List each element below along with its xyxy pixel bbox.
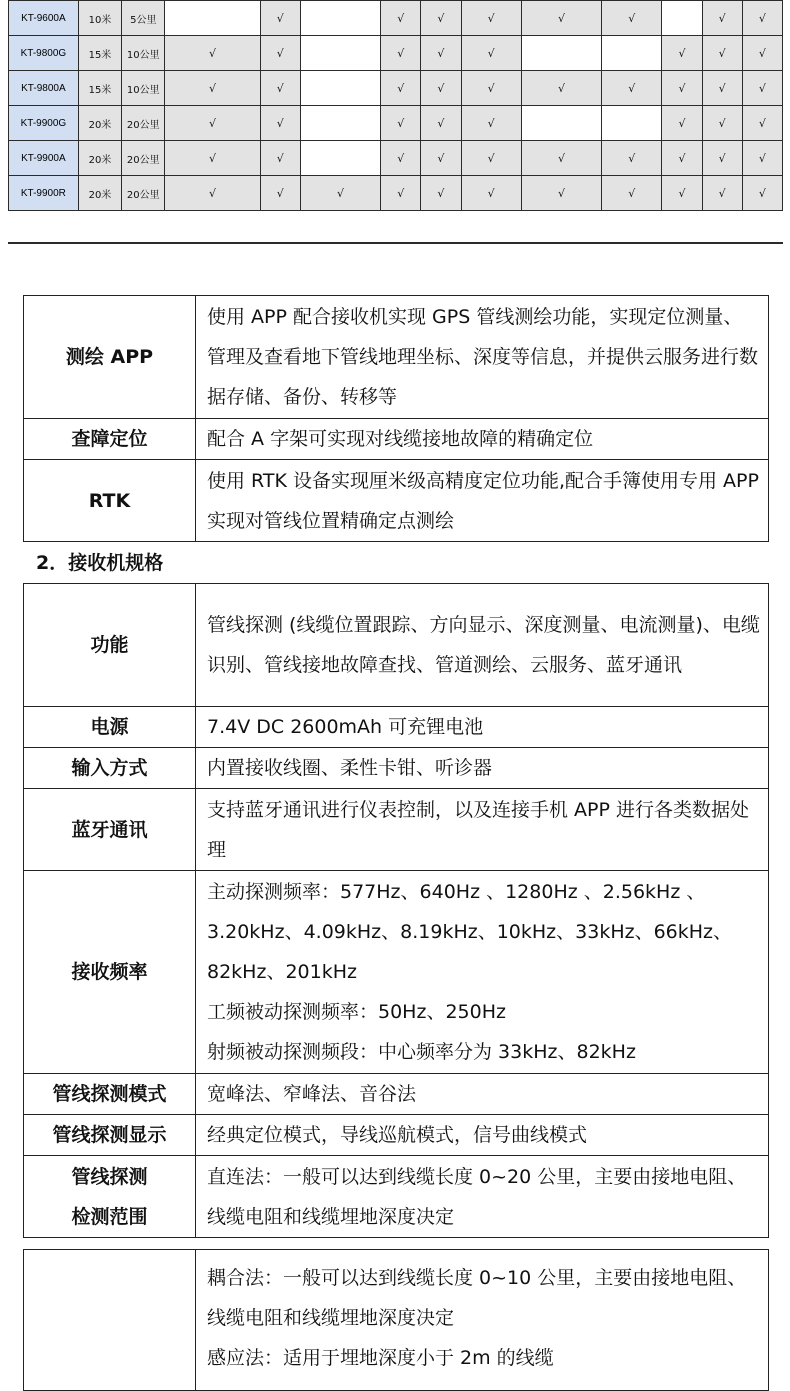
feature-check-cell [521,36,601,71]
spec-key-frequency: 接收频率 [24,871,196,1074]
range-key-line2: 检测范围 [71,1205,148,1228]
feature-check-cell: √ [461,106,521,141]
feature-check-cell: √ [421,71,461,106]
feature-check-cell: √ [165,36,260,71]
table-row [24,1115,769,1156]
table-row [24,460,769,542]
feature-check-cell: √ [381,106,421,141]
spec-value-power: 7.4V DC 2600mAh 可充锂电池 [196,707,769,748]
feature-key-mapping-app: 测绘 APP [24,296,196,419]
spec-value-frequency [196,871,769,1074]
feature-check-cell: √ [662,36,702,71]
model-depth-range: 15米 [78,36,121,71]
feature-check-cell: √ [742,36,782,71]
feature-check-cell: √ [165,71,260,106]
model-name: KT-9900G [9,106,79,141]
range-coupling: 耦合法：一般可以达到线缆长度 0~10 公里，主要由接地电阻、线缆电阻和线缆埋地深度决定 [207,1267,747,1329]
feature-check-cell: √ [702,1,742,36]
table-row [24,296,769,419]
model-depth-range: 15米 [78,71,121,106]
model-name: KT-9900R [9,176,79,211]
feature-check-cell: √ [742,176,782,211]
model-comparison-table [8,0,783,211]
spec-value-detection-mode: 宽峰法、窄峰法、音谷法 [196,1074,769,1115]
feature-check-cell: √ [662,71,702,106]
feature-check-cell: √ [602,1,662,36]
model-depth-range: 20米 [78,176,121,211]
model-name: KT-9600A [9,1,79,36]
table-row [24,707,769,748]
model-distance: 20公里 [122,106,165,141]
feature-check-cell [602,106,662,141]
feature-check-cell: √ [381,176,421,211]
feature-check-cell: √ [702,176,742,211]
spec-value-input: 内置接收线圈、柔性卡钳、听诊器 [196,748,769,789]
model-depth-range: 20米 [78,106,121,141]
table-row [9,176,783,211]
model-distance: 10公里 [122,36,165,71]
table-row [24,419,769,460]
feature-check-cell: √ [260,176,300,211]
section-heading: 2．接收机规格 [36,552,164,574]
spec-key-power: 电源 [24,707,196,748]
feature-key-rtk: RTK [24,460,196,542]
feature-check-cell: √ [300,176,380,211]
model-name: KT-9800G [9,36,79,71]
feature-check-cell: √ [702,36,742,71]
feature-check-cell: √ [702,106,742,141]
features-table [23,295,769,542]
feature-check-cell [300,106,380,141]
feature-check-cell: √ [702,141,742,176]
feature-check-cell [165,1,260,36]
freq-passive: 工频被动探测频率：50Hz、250Hz [207,1001,506,1023]
feature-check-cell [300,1,380,36]
table-row [24,748,769,789]
feature-check-cell: √ [521,176,601,211]
spec-value-range-direct: 直连法：一般可以达到线缆长度 0~20 公里，主要由接地电阻、线缆电阻和线缆埋地深度决定 [196,1156,769,1238]
table-row [24,1250,769,1391]
feature-check-cell: √ [461,1,521,36]
feature-check-cell: √ [260,71,300,106]
feature-check-cell [521,106,601,141]
feature-check-cell: √ [662,141,702,176]
feature-check-cell: √ [461,71,521,106]
feature-check-cell: √ [521,71,601,106]
feature-check-cell [300,141,380,176]
model-name: KT-9900A [9,141,79,176]
table-row [24,789,769,871]
continued-key-empty [24,1250,196,1391]
model-depth-range: 20米 [78,141,121,176]
model-distance: 10公里 [122,71,165,106]
feature-check-cell: √ [461,141,521,176]
table-row [24,871,769,1074]
feature-check-cell: √ [662,106,702,141]
feature-check-cell: √ [421,141,461,176]
feature-check-cell: √ [381,71,421,106]
spec-key-input: 输入方式 [24,748,196,789]
model-distance: 20公里 [122,141,165,176]
feature-check-cell: √ [421,106,461,141]
feature-key-fault-location: 查障定位 [24,419,196,460]
feature-value-mapping-app: 使用 APP 配合接收机实现 GPS 管线测绘功能，实现定位测量、管理及查看地下管线地理坐标、深度等信息，并提供云服务进行数据存储、备份、转移等 [196,296,769,419]
feature-check-cell: √ [461,36,521,71]
model-distance: 20公里 [122,176,165,211]
feature-check-cell [300,71,380,106]
freq-rf: 射频被动探测频段：中心频率分为 33kHz、82kHz [207,1041,636,1063]
feature-check-cell: √ [742,71,782,106]
spec-key-detection-display: 管线探测显示 [24,1115,196,1156]
table-row [24,584,769,707]
table-bottom-rule [8,242,783,244]
feature-check-cell: √ [260,36,300,71]
range-key-line1: 管线探测 [71,1165,148,1188]
table-row [9,1,783,36]
spec-key-detection-mode: 管线探测模式 [24,1074,196,1115]
feature-check-cell: √ [421,1,461,36]
model-depth-range: 10米 [78,1,121,36]
spec-key-bluetooth: 蓝牙通讯 [24,789,196,871]
spec-key-detection-range [24,1156,196,1238]
feature-check-cell: √ [742,141,782,176]
feature-check-cell: √ [421,36,461,71]
feature-check-cell: √ [381,36,421,71]
freq-active: 主动探测频率：577Hz、640Hz 、1280Hz 、2.56kHz 、3.20kHz、4.09kHz、8.19kHz、10kHz、33kHz、66kHz、82kHz、201kHz [207,881,733,983]
feature-check-cell [602,36,662,71]
feature-check-cell: √ [381,141,421,176]
feature-check-cell: √ [602,71,662,106]
table-row [9,36,783,71]
feature-check-cell: √ [742,1,782,36]
feature-value-rtk: 使用 RTK 设备实现厘米级高精度定位功能,配合手簿使用专用 APP 实现对管线位置精确定点测绘 [196,460,769,542]
continued-value [196,1250,769,1391]
model-distance: 5公里 [122,1,165,36]
feature-check-cell: √ [702,71,742,106]
table-row [24,1156,769,1238]
feature-check-cell: √ [521,141,601,176]
feature-check-cell: √ [662,176,702,211]
table-row [9,106,783,141]
spec-key-function: 功能 [24,584,196,707]
feature-check-cell: √ [165,176,260,211]
continued-range-table [23,1249,769,1391]
feature-check-cell: √ [742,106,782,141]
feature-check-cell: √ [260,141,300,176]
feature-value-fault-location: 配合 A 字架可实现对线缆接地故障的精确定位 [196,419,769,460]
feature-check-cell: √ [260,1,300,36]
feature-check-cell [300,36,380,71]
feature-check-cell: √ [165,141,260,176]
feature-check-cell: √ [381,1,421,36]
feature-check-cell [662,1,702,36]
feature-check-cell: √ [165,106,260,141]
spec-value-function: 管线探测 (线缆位置跟踪、方向显示、深度测量、电流测量)、电缆识别、管线接地故障查找、管道测绘、云服务、蓝牙通讯 [196,584,769,707]
table-row [9,71,783,106]
feature-check-cell: √ [602,176,662,211]
table-row [24,1074,769,1115]
receiver-spec-table [23,583,769,1238]
spec-value-bluetooth: 支持蓝牙通讯进行仪表控制，以及连接手机 APP 进行各类数据处理 [196,789,769,871]
feature-check-cell: √ [521,1,601,36]
feature-check-cell: √ [260,106,300,141]
spec-value-detection-display: 经典定位模式，导线巡航模式，信号曲线模式 [196,1115,769,1156]
feature-check-cell: √ [461,176,521,211]
range-induction: 感应法：适用于埋地深度小于 2m 的线缆 [207,1347,554,1369]
feature-check-cell: √ [421,176,461,211]
table-row [9,141,783,176]
model-name: KT-9800A [9,71,79,106]
feature-check-cell: √ [602,141,662,176]
